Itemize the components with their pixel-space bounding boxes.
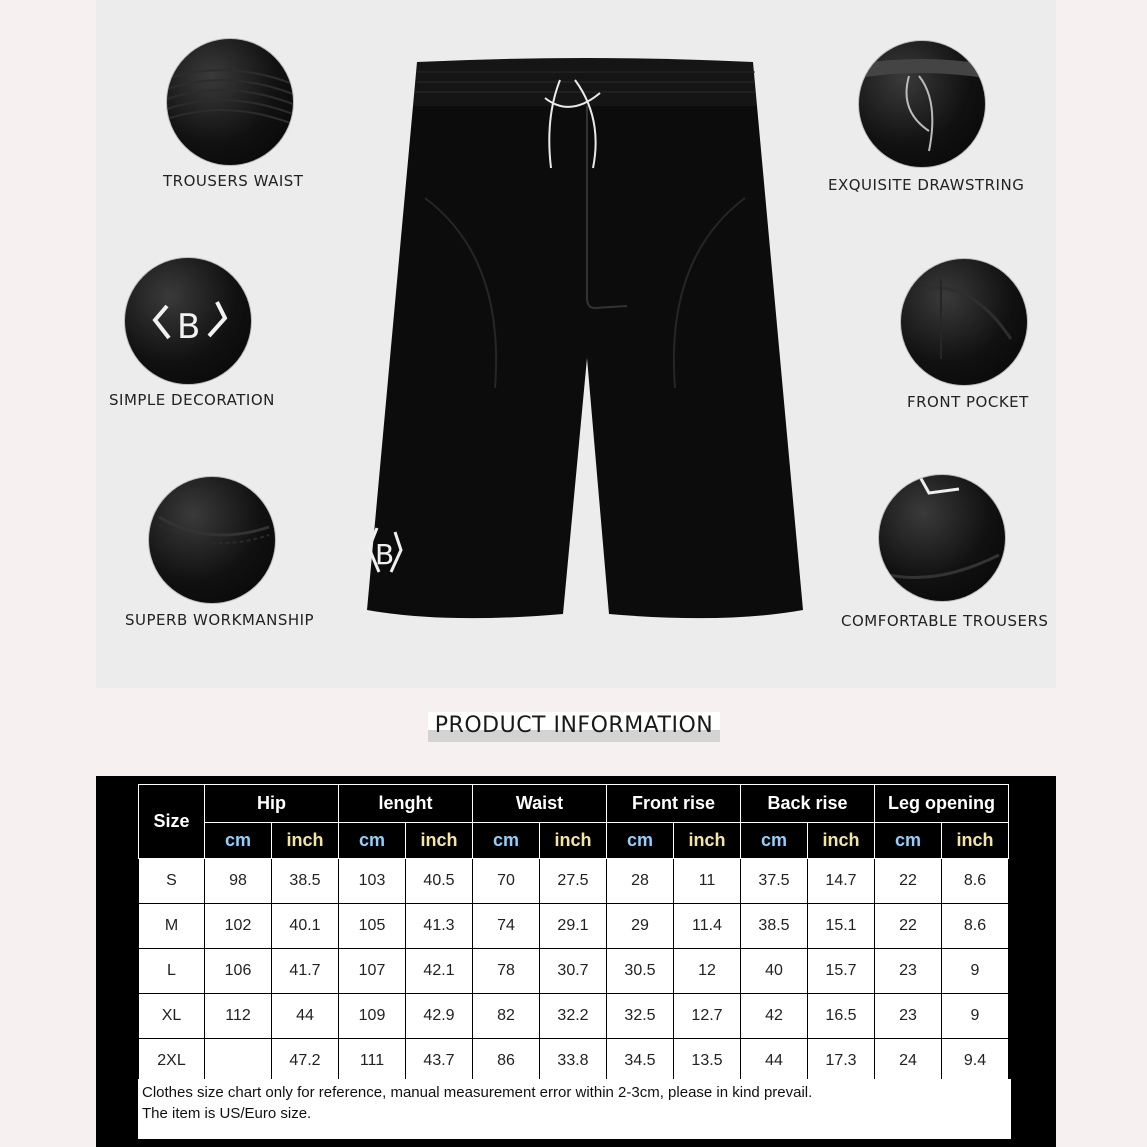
size-note (138, 1079, 1011, 1139)
value-cell: 40 (741, 949, 808, 994)
exquisite-drawstring-label: EXQUISITE DRAWSTRING (828, 176, 1025, 194)
front-pocket-label: FRONT POCKET (907, 393, 1029, 411)
value-cell: 17.3 (808, 1039, 875, 1084)
table-row (139, 859, 1009, 904)
note-line-2: The item is US/Euro size. (142, 1105, 312, 1122)
value-cell: 105 (339, 904, 406, 949)
value-cell: 74 (473, 904, 540, 949)
comfortable-trousers-label: COMFORTABLE TROUSERS (841, 612, 1049, 630)
value-cell: 29.1 (540, 904, 607, 949)
value-cell: 8.6 (942, 904, 1009, 949)
value-cell: 86 (473, 1039, 540, 1084)
value-cell (205, 1039, 272, 1084)
unit-inch: inch (272, 823, 339, 859)
table-row (139, 949, 1009, 994)
value-cell: 30.7 (540, 949, 607, 994)
size-cell: 2XL (139, 1039, 205, 1084)
value-cell: 15.1 (808, 904, 875, 949)
value-cell: 42.9 (406, 994, 473, 1039)
value-cell: 44 (272, 994, 339, 1039)
value-cell: 28 (607, 859, 674, 904)
unit-cm: cm (205, 823, 272, 859)
superb-workmanship-label: SUPERB WORKMANSHIP (125, 611, 315, 629)
section-title: PRODUCT INFORMATION (428, 712, 720, 742)
value-cell: 41.7 (272, 949, 339, 994)
unit-cm: cm (473, 823, 540, 859)
unit-inch: inch (674, 823, 741, 859)
logo-icon (125, 258, 251, 384)
group-header: Hip (205, 785, 339, 823)
value-cell: 98 (205, 859, 272, 904)
table-row (139, 994, 1009, 1039)
value-cell: 23 (875, 949, 942, 994)
value-cell: 107 (339, 949, 406, 994)
value-cell: 111 (339, 1039, 406, 1084)
group-header: Leg opening (875, 785, 1009, 823)
group-header: Front rise (607, 785, 741, 823)
size-cell: XL (139, 994, 205, 1039)
value-cell: 78 (473, 949, 540, 994)
exquisite-drawstring-image (858, 40, 986, 168)
value-cell: 47.2 (272, 1039, 339, 1084)
value-cell: 30.5 (607, 949, 674, 994)
group-header: Back rise (741, 785, 875, 823)
value-cell: 32.2 (540, 994, 607, 1039)
value-cell: 11.4 (674, 904, 741, 949)
size-table (138, 784, 1009, 1084)
group-header: lenght (339, 785, 473, 823)
value-cell: 12.7 (674, 994, 741, 1039)
value-cell: 70 (473, 859, 540, 904)
trousers-waist-image (166, 38, 294, 166)
unit-cm: cm (741, 823, 808, 859)
value-cell: 38.5 (741, 904, 808, 949)
value-cell: 8.6 (942, 859, 1009, 904)
value-cell: 27.5 (540, 859, 607, 904)
value-cell: 40.5 (406, 859, 473, 904)
front-pocket-image (900, 258, 1028, 386)
simple-decoration-label: SIMPLE DECORATION (109, 391, 275, 409)
svg-text:B: B (177, 307, 201, 347)
svg-text:B: B (375, 538, 395, 571)
unit-cm: cm (339, 823, 406, 859)
value-cell: 33.8 (540, 1039, 607, 1084)
value-cell: 9 (942, 994, 1009, 1039)
value-cell: 42.1 (406, 949, 473, 994)
table-row (139, 904, 1009, 949)
unit-cm: cm (607, 823, 674, 859)
unit-inch: inch (406, 823, 473, 859)
value-cell: 34.5 (607, 1039, 674, 1084)
value-cell: 106 (205, 949, 272, 994)
unit-inch: inch (808, 823, 875, 859)
size-rows (139, 859, 1009, 1084)
size-chart (96, 776, 1056, 1147)
value-cell: 112 (205, 994, 272, 1039)
trousers-waist-label: TROUSERS WAIST (163, 172, 304, 190)
value-cell: 103 (339, 859, 406, 904)
value-cell: 22 (875, 859, 942, 904)
superb-workmanship-image (148, 476, 276, 604)
value-cell: 37.5 (741, 859, 808, 904)
value-cell: 14.7 (808, 859, 875, 904)
size-cell: S (139, 859, 205, 904)
value-cell: 16.5 (808, 994, 875, 1039)
value-cell: 9 (942, 949, 1009, 994)
value-cell: 13.5 (674, 1039, 741, 1084)
unit-cm: cm (875, 823, 942, 859)
size-cell: M (139, 904, 205, 949)
value-cell: 109 (339, 994, 406, 1039)
value-cell: 29 (607, 904, 674, 949)
size-header: Size (139, 785, 205, 859)
value-cell: 22 (875, 904, 942, 949)
value-cell: 82 (473, 994, 540, 1039)
value-cell: 38.5 (272, 859, 339, 904)
value-cell: 11 (674, 859, 741, 904)
simple-decoration-image (124, 257, 252, 385)
value-cell: 41.3 (406, 904, 473, 949)
value-cell: 15.7 (808, 949, 875, 994)
value-cell: 44 (741, 1039, 808, 1084)
unit-inch: inch (942, 823, 1009, 859)
unit-inch: inch (540, 823, 607, 859)
value-cell: 40.1 (272, 904, 339, 949)
value-cell: 42 (741, 994, 808, 1039)
value-cell: 24 (875, 1039, 942, 1084)
value-cell: 23 (875, 994, 942, 1039)
note-line-1: Clothes size chart only for reference, manual measurement error within 2-3cm, please in kind prevail. (142, 1084, 813, 1101)
table-row (139, 1039, 1009, 1084)
size-cell: L (139, 949, 205, 994)
value-cell: 32.5 (607, 994, 674, 1039)
value-cell: 102 (205, 904, 272, 949)
comfortable-trousers-image (878, 474, 1006, 602)
value-cell: 43.7 (406, 1039, 473, 1084)
value-cell: 12 (674, 949, 741, 994)
group-header: Waist (473, 785, 607, 823)
shorts-product-image (365, 58, 805, 626)
value-cell: 9.4 (942, 1039, 1009, 1084)
